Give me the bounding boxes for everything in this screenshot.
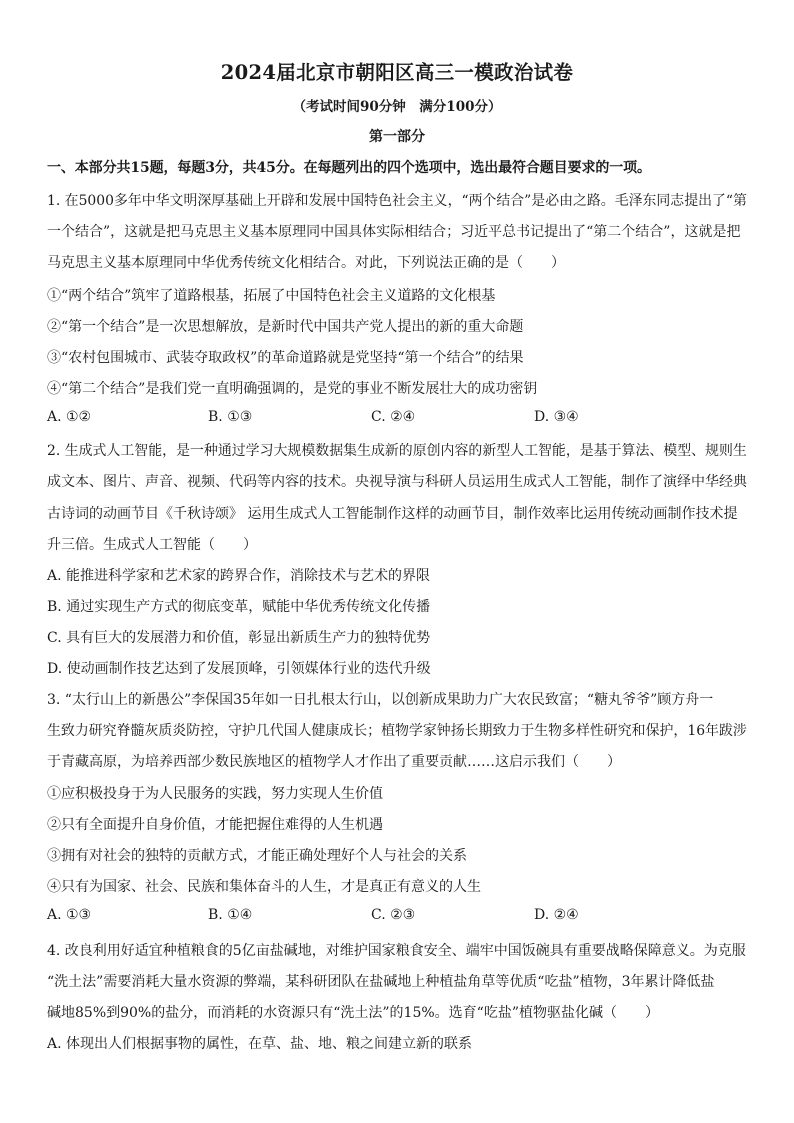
option-c[interactable]: C. ②③ bbox=[371, 907, 416, 923]
question-2-option-d[interactable]: D. 使动画制作技艺达到了发展顶峰，引领媒体行业的迭代升级 bbox=[47, 661, 431, 677]
exam-info: （考试时间90分钟 满分100分） bbox=[292, 99, 502, 115]
question-2-option-b[interactable]: B. 通过实现生产方式的彻底变革，赋能中华优秀传统文化传播 bbox=[47, 599, 431, 615]
question-2-stem-line: 2. 生成式人工智能，是一种通过学习大规模数据集生成新的原创内容的新型人工智能，是基于算法、模型、规则生 bbox=[47, 443, 747, 459]
question-4-option-a[interactable]: A. 体现出人们根据事物的属性，在草、盐、地、粮之间建立新的联系 bbox=[47, 1036, 473, 1052]
question-3-options bbox=[47, 907, 747, 927]
question-2-stem-line: 成文本、图片、声音、视频、代码等内容的技术。央视导演与科研人员运用生成式人工智能，制作了演绎中华经典 bbox=[47, 474, 747, 490]
question-3-statement: ①应积极投身于为人民服务的实践，努力实现人生价值 bbox=[47, 786, 383, 802]
question-1-stem-line: 1. 在5000多年中华文明深厚基础上开辟和发展中国特色社会主义，“两个结合”是必由之路。毛泽东同志提出了“第 bbox=[47, 193, 747, 209]
question-4-stem-line: 4. 改良利用好适宜种植粮食的5亿亩盐碱地，对维护国家粮食安全、端牢中国饭碗具有重要战略保障意义。为克服 bbox=[47, 943, 746, 959]
question-1-statement: ①“两个结合”筑牢了道路根基，拓展了中国特色社会主义道路的文化根基 bbox=[47, 288, 496, 304]
question-1-statement: ②“第一个结合”是一次思想解放，是新时代中国共产党人提出的新的重大命题 bbox=[47, 319, 524, 335]
section-instructions: 一、本部分共15题，每题3分，共45分。在每题列出的四个选项中，选出最符合题目要求的一项。 bbox=[47, 159, 651, 176]
question-2-option-a[interactable]: A. 能推进科学家和艺术家的跨界合作，消除技术与艺术的界限 bbox=[47, 568, 431, 584]
page-title: 2024届北京市朝阳区高三一模政治试卷 bbox=[220, 61, 574, 84]
question-3-stem-line: 3. “太行山上的新愚公”李保国35年如一日扎根太行山，以创新成果助力广大农民致富；“糖丸爷爷”顾方舟一 bbox=[47, 692, 714, 708]
question-1-stem-line: 一个结合”，这就是把马克思主义基本原理同中国具体实际相结合；习近平总书记提出了“第二个结合”，这就是把 bbox=[47, 224, 741, 240]
option-b[interactable]: B. ①③ bbox=[208, 409, 253, 425]
question-3-stem-line: 于青藏高原，为培养西部少数民族地区的植物学人才作出了重要贡献……这启示我们（ ） bbox=[47, 754, 621, 770]
option-c[interactable]: C. ②④ bbox=[371, 409, 416, 425]
question-1-statement: ④“第二个结合”是我们党一直明确强调的，是党的事业不断发展壮大的成功密钥 bbox=[47, 381, 538, 397]
question-4-stem-line: “洗土法”需要消耗大量水资源的弊端，某科研团队在盐碱地上种植盐角草等优质“吃盐”植物，3年累计降低盐 bbox=[47, 974, 715, 990]
option-a[interactable]: A. ①② bbox=[47, 409, 92, 425]
question-3-statement: ④只有为国家、社会、民族和集体奋斗的人生，才是真正有意义的人生 bbox=[47, 879, 481, 895]
question-2-option-c[interactable]: C. 具有巨大的发展潜力和价值，彰显出新质生产力的独特优势 bbox=[47, 630, 431, 646]
question-2-stem-line: 古诗词的动画节目《千秋诗颂》 运用生成式人工智能制作这样的动画节目，制作效率比运用传统动画制作技术提 bbox=[47, 506, 738, 522]
option-b[interactable]: B. ①④ bbox=[208, 907, 253, 923]
part-heading: 第一部分 bbox=[369, 129, 425, 145]
question-1-options bbox=[47, 409, 747, 429]
question-2-stem-line: 升三倍。生成式人工智能（ ） bbox=[47, 537, 257, 553]
question-3-stem-line: 生致力研究脊髓灰质炎防控，守护几代国人健康成长；植物学家钟扬长期致力于生物多样性研究和保护，16年跋涉 bbox=[47, 723, 747, 739]
question-4-stem-line: 碱地85%到90%的盐分，而消耗的水资源只有“洗土法”的15%。选育“吃盐”植物驱盐化碱（ ） bbox=[47, 1005, 659, 1021]
option-a[interactable]: A. ①③ bbox=[47, 907, 92, 923]
question-1-statement: ③“农村包围城市、武装夺取政权”的革命道路就是党坚持“第一个结合”的结果 bbox=[47, 350, 524, 366]
option-d[interactable]: D. ③④ bbox=[534, 409, 579, 425]
question-1-stem-line: 马克思主义基本原理同中华优秀传统文化相结合。对此，下列说法正确的是（ ） bbox=[47, 255, 565, 271]
option-d[interactable]: D. ②④ bbox=[534, 907, 579, 923]
question-3-statement: ③拥有对社会的独特的贡献方式，才能正确处理好个人与社会的关系 bbox=[47, 848, 467, 864]
question-3-statement: ②只有全面提升自身价值，才能把握住难得的人生机遇 bbox=[47, 817, 383, 833]
